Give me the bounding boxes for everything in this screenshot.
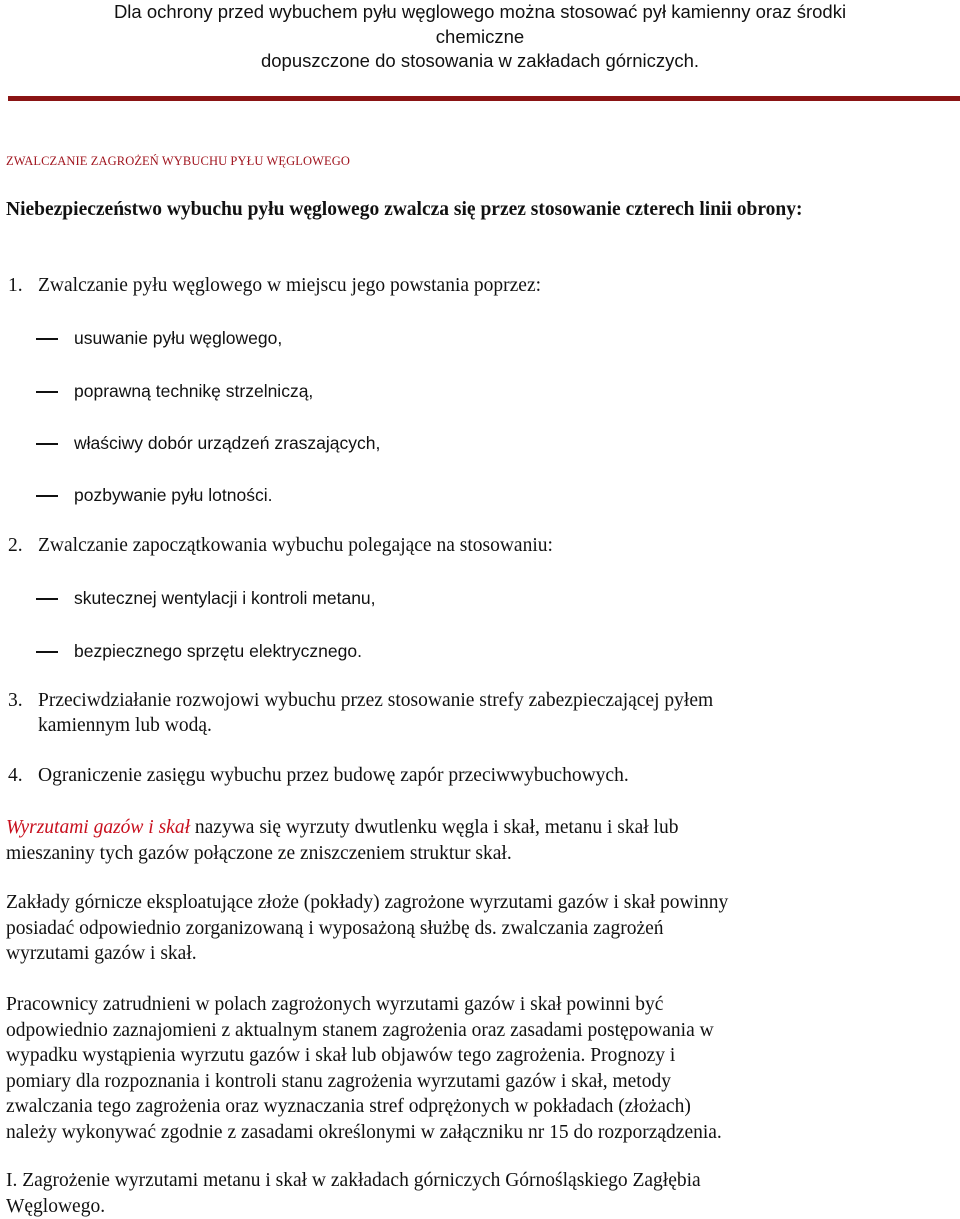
dash-icon (36, 495, 58, 497)
item-number: 4. (8, 765, 23, 786)
paragraph-line: Zakłady górnicze eksploatujące złoże (pokłady) zagrożone wyrzutami gazów i skał powinny (6, 892, 729, 913)
top-note (0, 0, 960, 74)
paragraph-line: odpowiednio zaznajomieni z aktualnym stanem zagrożenia oraz zasadami postępowania w (6, 1019, 714, 1041)
bullet-text: właściwy dobór urządzeń zraszających, (74, 433, 381, 453)
item-text: Zwalczanie pyłu węglowego w miejscu jego powstania poprzez: (38, 275, 542, 296)
paragraph-line: wypadku wystąpienia wyrzutu gazów i skał lub objawów tego zagrożenia. Prognozy i (6, 1045, 676, 1066)
item-number: 3. (8, 690, 23, 711)
paragraph-line: zwalczania tego zagrożenia oraz wyznaczania stref odprężonych w pokładach (złożach) (6, 1096, 691, 1117)
horizontal-rule (8, 96, 960, 101)
bullet-text: pozbywanie pyłu lotności. (74, 485, 273, 505)
item-number: 1. (8, 275, 23, 296)
item-text-continued: kamiennym lub wodą. (38, 715, 212, 736)
bullet-text: usuwanie pyłu węglowego, (74, 328, 283, 348)
dash-icon (36, 443, 58, 445)
item-number: 2. (8, 535, 23, 556)
section-heading: ZWALCZANIE ZAGROŻEŃ WYBUCHU PYŁU WĘGLOWEGO (6, 154, 350, 168)
emphasis-term: Wyrzutami gazów i skał (6, 817, 191, 838)
paragraph-line (6, 815, 956, 841)
dash-icon (36, 391, 58, 393)
paragraph-outbursts (6, 815, 956, 866)
list-item-2 (8, 533, 553, 558)
list-item-3 (8, 688, 713, 713)
paragraph-line: I. Zagrożenie wyrzutami metanu i skał w zakładach górniczych Górnośląskiego Zagłębia (6, 1170, 701, 1191)
paragraph-line: Węglowego. (6, 1195, 106, 1217)
list-item-4 (8, 763, 629, 788)
item-text: Ograniczenie zasięgu wybuchu przez budowę zapór przeciwwybuchowych. (38, 765, 629, 786)
dash-icon (36, 651, 58, 653)
dash-icon (36, 598, 58, 600)
top-note-line-3: dopuszczone do stosowania w zakładach górniczych. (260, 50, 700, 71)
paragraph-line: Pracownicy zatrudnieni w polach zagrożonych wyrzutami gazów i skał powinni być (6, 994, 664, 1015)
paragraph-line: należy wykonywać zgodnie z zasadami określonymi w załączniku nr 15 do rozporządzenia. (6, 1121, 722, 1143)
paragraph-line: wyrzutami gazów i skał. (6, 943, 197, 964)
item-text: Zwalczanie zapoczątkowania wybuchu polegające na stosowaniu: (38, 535, 553, 556)
bullet-text: bezpiecznego sprzętu elektrycznego. (74, 641, 362, 661)
paragraph-line-rest: nazywa się wyrzuty dwutlenku węgla i skał, metanu i skał lub (190, 817, 679, 838)
dash-icon (36, 338, 58, 340)
top-note-line-1: Dla ochrony przed wybuchem pyłu węglowego można stosować pył kamienny oraz środki (113, 1, 847, 22)
paragraph-line: mieszaniny tych gazów połączone ze zniszczeniem struktur skał. (6, 842, 512, 864)
paragraph-line: posiadać odpowiednio zorganizowaną i wyposażoną służbę ds. zwalczania zagrożeń (6, 917, 664, 939)
paragraph-section-i (6, 1168, 956, 1219)
item-text: Przeciwdziałanie rozwojowi wybuchu przez stosowanie strefy zabezpieczającej pyłem (38, 690, 714, 711)
paragraph-workers (6, 992, 956, 1145)
intro-text: Niebezpieczeństwo wybuchu pyłu węglowego zwalcza się przez stosowanie czterech linii obrony: (6, 199, 803, 220)
paragraph-plants (6, 890, 956, 967)
list-item-1 (8, 273, 541, 298)
bullet-text: skutecznej wentylacji i kontroli metanu, (74, 588, 376, 608)
bullet-text: poprawną technikę strzelniczą, (74, 381, 314, 401)
paragraph-line: pomiary dla rozpoznania i kontroli stanu zagrożenia wyrzutami gazów i skał, metody (6, 1070, 671, 1092)
top-note-line-2: chemiczne (435, 25, 525, 47)
